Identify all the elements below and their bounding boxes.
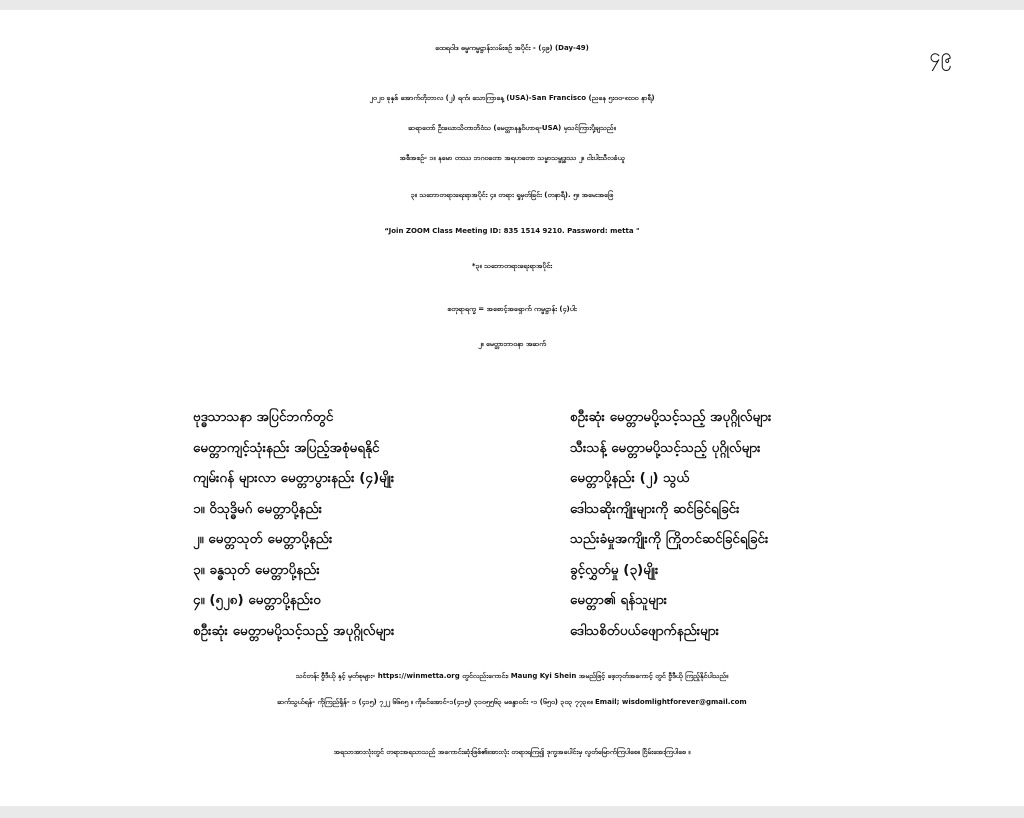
list-item: ၁။ ဝိသုဒ္ဓိမဂ် မေတ္တာပို့နည်း: [193, 500, 323, 517]
list-item: ကျမ်းဂန် များလာ မေတ္တာပွားနည်း (၄)မျိုး: [193, 470, 395, 486]
list-item: ၃။ ခန္ဓသုတ် မေတ္တာပို့နည်း: [193, 561, 320, 578]
list-item: ၄။ (၅၂၈) မေတ္တာပို့နည်း၀: [193, 592, 321, 608]
footer-contact-line: ဆက်သွယ်ရန်- ကိုကြည်ရှိန်- ၁ (၄၁၅) ၇၂၂ ၆၆၈၅ ။ ကိုခင်အောင်-၁(၄၁၅) ၃၁၀၅၅၆၃ မစန္ဒာဝင်း -၁ (၆၅၀) ၃၀၃ ၇၇၃၈။ Email; wisdomlightforever@gmail.com: [277, 698, 747, 706]
document-page: [0, 10, 1024, 806]
list-item: ဗုဒ္ဓသာသနာ အပြင်ဘက်တွင်: [193, 409, 334, 425]
agenda-line-1: အစီအစဉ်- ၁။ နမော တဿ ဘဂဝတော အရဟတော သမ္မာသမ္ဗုဒ္ဓဿ ၂။ ငါးပါးသီလခံယူ: [399, 154, 625, 162]
right-column: [570, 402, 771, 646]
list-item: သီးသန့် မေတ္တာမပို့သင့်သည့် ပုဂ္ဂိုလ်များ: [570, 439, 761, 456]
agenda-line-2: ၃။ သဘောတရားရေးရာအပိုင်း ၄။ တရား ရှုမှတ်ခြင်း (တနာရီ). ၅။ အမေးအဖြေ: [410, 191, 614, 199]
section-heading: *၃။ သဘောတရားရေးရာအပိုင်း: [471, 262, 553, 270]
subheading-1: စတုရာရက္ခ = အစောင့်အရှောက် ကမ္မဋ္ဌာန်း (၄)ပါး: [447, 305, 577, 313]
list-item: ဒေါသဆိုးကျိုးများကို ဆင်ခြင်ရခြင်း: [570, 500, 740, 517]
teacher-line: ဆရာတော် ဦးဃောသိတာဘိဝံသ (မေတ္တာနန္ဒဝိဟာရ-USA) မှသင်ကြားပို့ချသည်။: [408, 124, 616, 132]
date-line: ၂၀၂၀ ခုနှစ် အောက်တိုဘာလ (၂) ရက်၊ သောကြာနေ့ (USA)-San Francisco (ညနေ ၅း၀၀-၈း၀၀ နာရီ): [369, 94, 655, 102]
page-number: ၄၉: [929, 43, 952, 67]
page-title: ထေရဝါဒ ဓမ္မကမ္မဋ္ဌာန်းလမ်းစဉ် အပိုင်း - (၄၉) (Day-49): [435, 44, 589, 52]
list-item: သည်းခံမှုအကျိုးကို ကြိုတင်ဆင်ခြင်ရခြင်း: [570, 531, 769, 547]
zoom-line: “Join ZOOM Class Meeting ID: 835 1514 9210. Password: metta ": [384, 227, 640, 235]
list-item: စဦးဆုံး မေတ္တာမပို့သင့်သည့် အပုဂ္ဂိုလ်များ: [570, 409, 772, 425]
list-item: ၂။ မေတ္တသုတ် မေတ္တာပို့နည်း: [193, 531, 333, 547]
list-item: မေတ္တာ၏ ရန်သူများ: [570, 592, 668, 608]
list-item: စဦးဆုံး မေတ္တာမပို့သင့်သည့် အပုဂ္ဂိုလ်များ: [193, 622, 395, 639]
list-item: ခွင့်လွှတ်မှု (၃)မျိုး: [570, 561, 659, 578]
list-item: မေတ္တာပို့နည်း (၂) သွယ်: [570, 470, 690, 486]
list-item: ဒေါသစိတ်ပယ်ဖျောက်နည်းများ: [570, 622, 720, 639]
footer-resources-line: သင်တန်း ဗွီဒီယို နှင့် မှတ်စုများ- https://winmetta.org တွင်လည်းကောင်း၊ Maung Kyi Shein အမည်ဖြင့် ဖေ့ဘုတ်အကောင့် တွင် ဗွီဒီယို ကြည့်နိုင်ပါသည်။: [295, 672, 729, 680]
list-item: မေတ္တာကျင့်သုံးနည်း အပြည့်အစုံမရနိုင်: [193, 439, 380, 456]
subheading-2: ၂။ မေတ္တာဘာဝနာ အဆက်: [477, 340, 547, 348]
left-column: [193, 402, 394, 646]
footer-blessing-line: အရသာအားလုံးတွင် တရားအရသာသည် အကောင်းဆုံးဖြစ်၏။အားလုံး တရားရကြ၍ ဒုက္ခအပေါင်းမှ လွတ်မြောက်ကြပါစေ။ ငြိမ်းအေးကြပါစေ ။: [333, 748, 691, 756]
